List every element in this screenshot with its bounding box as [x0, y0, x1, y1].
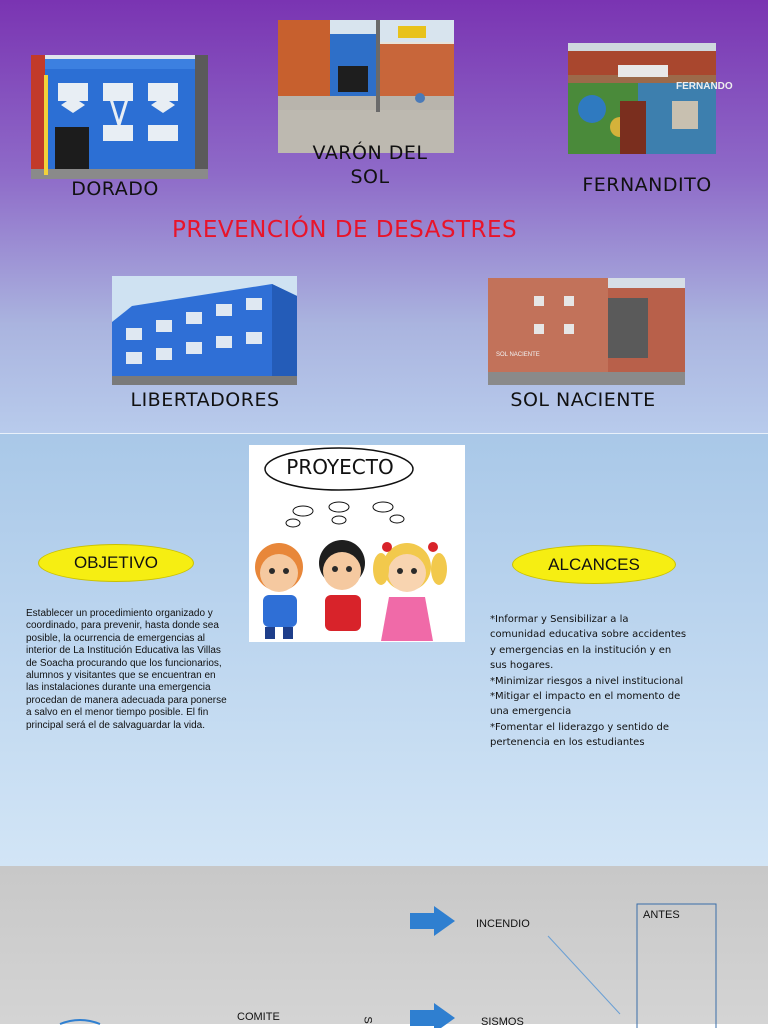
dorado-caption: DORADO — [71, 178, 159, 200]
objetivo-line: posible, la ocurrencia de emergencias al — [26, 632, 205, 644]
arrow-sismos-icon — [410, 1003, 455, 1028]
fernandito-photo-sign: FERNANDO — [676, 81, 733, 92]
objetivo-label: OBJETIVO — [73, 553, 159, 572]
sismos-label: SISMOS — [481, 1016, 524, 1028]
objetivo-line: alumnos y visitantes que se encuentran en — [26, 670, 216, 682]
fernandito-school-photo — [568, 43, 733, 154]
risk-diagram-section — [0, 866, 768, 1028]
page-title: PREVENCIÓN DE DESASTRES — [172, 217, 518, 243]
varon-caption-line1: VARÓN DEL — [312, 142, 428, 164]
alcances-text — [490, 612, 750, 751]
alcances-line: *Informar y Sensibilizar a la — [490, 614, 629, 625]
objetivo-badge — [38, 544, 194, 582]
alcances-line: sus hogares. — [490, 660, 554, 672]
objetivo-line: procedan de manera adecuada para ponerse — [26, 694, 227, 706]
alcances-line: *Fomentar el liderazgo y sentido de — [490, 721, 670, 733]
diagram-shapes — [0, 866, 768, 1024]
fernandito-caption: FERNANDITO — [582, 174, 712, 196]
alcances-line: comunidad educativa sobre accidentes — [490, 629, 687, 641]
alcances-line: *Minimizar riesgos a nivel institucional — [490, 675, 684, 687]
incendio-label: INCENDIO — [476, 918, 530, 930]
alcances-line: pertenencia en los estudiantes — [490, 737, 645, 749]
antes-box — [637, 904, 716, 1028]
antes-label: ANTES — [643, 909, 680, 921]
libertadores-school-photo — [112, 276, 297, 385]
sol-naciente-caption: SOL NACIENTE — [510, 389, 656, 411]
objetivo-line: a salvo en el menor tiempo posible. El fin — [26, 707, 209, 719]
varon-del-sol-school-photo — [278, 20, 454, 153]
alcances-badge — [512, 545, 676, 584]
alcances-line: y emergencias en la institución y en — [490, 644, 672, 656]
objetivo-line: las instalaciones durante una emergencia — [26, 682, 211, 694]
sol-naciente-school-photo — [488, 278, 685, 385]
proyecto-illustration — [249, 445, 465, 642]
alcances-line: *Mitigar el impacto en el momento de — [490, 691, 681, 703]
sol-naciente-photo-sign: SOL NACIENTE — [496, 352, 540, 358]
objetivo-line: de Soacha procurando que los funcionarios, — [26, 657, 222, 669]
libertadores-caption: LIBERTADORES — [130, 389, 280, 411]
objetivo-line: coordinado, para prevenir, hasta donde sea — [26, 620, 219, 632]
objetivo-line: principal será el de salvaguardar la vida. — [26, 719, 205, 731]
varon-del-sol-caption — [290, 141, 450, 189]
rotated-letter: S — [361, 1016, 374, 1024]
objetivo-text — [26, 608, 266, 732]
alcances-line: una emergencia — [490, 706, 572, 718]
objetivo-line: interior de La Institución Educativa las Villas — [26, 645, 221, 657]
alcances-label: ALCANCES — [548, 554, 640, 574]
varon-caption-line2: SOL — [350, 166, 390, 188]
proyecto-label: PROYECTO — [286, 455, 394, 479]
connector-line — [548, 936, 620, 1014]
comite-label: COMITE — [237, 1011, 280, 1023]
schools-section — [0, 0, 768, 433]
arrow-incendio-icon — [410, 906, 455, 936]
objetivo-line: Establecer un procedimiento organizado y — [26, 608, 213, 619]
project-section — [0, 433, 768, 866]
dorado-school-photo — [31, 55, 208, 179]
